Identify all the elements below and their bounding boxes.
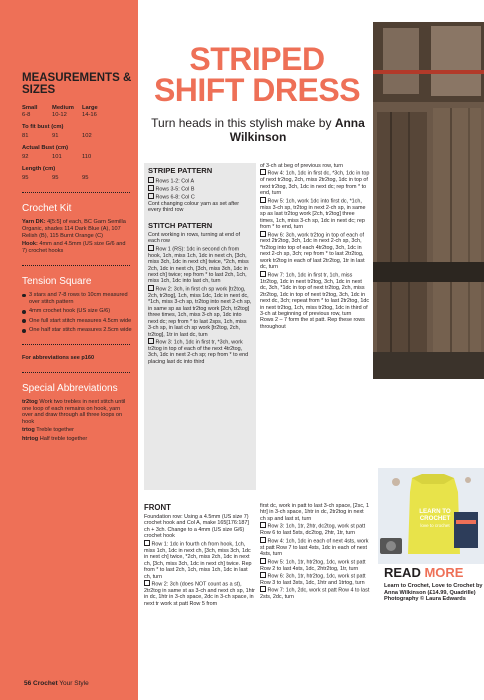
abbreviations-note: For abbreviations see p160	[22, 354, 95, 361]
stripe-row	[148, 185, 252, 193]
front-col-1	[144, 514, 256, 607]
book-subtitle: love to crochet	[420, 523, 450, 528]
value: 92	[22, 154, 29, 160]
stripe-row	[148, 177, 252, 185]
front-row-text: Row 3: 1ch, 1tr, 2htr, dc2tog, work st patt Row 6 to last 5sts, dc2tog, 2htr, 1tr, turn	[260, 523, 366, 537]
dotted-divider	[22, 372, 130, 373]
stitch-row-text: Row 3: 1ch, 1dc in first tr, *3ch, work tr2tog in top of each of the next 4tr2tog, 3ch, 1dc in next 2-ch sp; rep from * to end placing last dc into third	[148, 339, 249, 365]
book-cover-text	[416, 508, 454, 529]
front-cont: first dc, work in patt to last 3-ch space, [2sc, 1 htr] in 3-ch space, 1htr in dc, 2tr2tog in next ch sp and last st, turn	[260, 503, 370, 522]
stripe-row	[148, 193, 252, 201]
hook-text: 4mm and 4.5mm (US size G/6 and 7) crochet hooks	[22, 241, 126, 255]
subtitle-text: Turn heads in this stylish make by	[151, 116, 335, 130]
front-row	[144, 540, 256, 580]
measurements-heading: MEASUREMENTS & SIZES	[22, 72, 132, 96]
front-row	[260, 558, 370, 572]
read-more-body: Learn to Crochet, Love to Crochet by Anna Wilkinson (£14.99, Quadrille) Photography © Laura Edwards	[384, 583, 483, 603]
checkbox-icon	[148, 185, 154, 191]
magazine-name-suffix: Your Style	[57, 680, 89, 687]
checkbox-icon	[260, 197, 266, 203]
dotted-divider	[22, 192, 130, 193]
dress-photo-image	[373, 22, 484, 379]
stitch-row	[260, 231, 370, 271]
front-row	[144, 580, 256, 607]
yarn-text: 4[5:5] of each, BC Garn Semilla Organic, shades 114 Dark Blue (A), 107 Relish (B), 115 Burnt Orange (C)	[22, 219, 126, 239]
size-medium: Medium	[52, 105, 74, 111]
front-row-text: Row 4: 1ch, 1dc in each of next 4sts, work st patt Row 7 to last 4sts, 1dc in each of next 4sts, turn	[260, 538, 369, 558]
page-number: 56	[24, 680, 32, 687]
checkbox-icon	[260, 572, 266, 578]
checkbox-icon	[148, 245, 154, 251]
stitch-row-text: Row 7: 1ch, 1dc in first tr, 1ch, miss 1tr2tog, 1dc in next tr2tog, 3ch, 1dc in next dc, 3ch, *1dc in top of next tr2tog, 2ch, miss 2tr2tog, 1dc in top of next tr2tog, 3ch, 1dc in next dc, 3ch; repeat from * to last 2tr2tog, 1dc in next tr2tog, 1ch, miss tr2tog, 1dc in third of 3-ch at beginning of previous row, turn	[260, 272, 370, 317]
stitch-row-text: Row 1 (RS): 1dc in second ch from hook, 1ch, miss 1ch, 1dc in next ch, [3ch, miss 3ch, 1dc in next ch] twice, *2ch, miss 2ch, 1dc in next ch, [3ch, miss 3ch, 1dc in next ch] twice; rep from * to last 2ch, 1ch, miss 1ch, 1dc into last ch, turn	[148, 246, 249, 285]
abbr-def: Treble together	[34, 427, 74, 434]
page-footer	[24, 680, 89, 687]
bust-label: To fit bust (cm)	[22, 124, 64, 130]
stitch-row	[260, 271, 370, 318]
book-title-line: LEARN TO	[419, 508, 451, 515]
title-line-2: SHIFT DRESS	[153, 72, 361, 108]
abbr-def: Half treble together	[38, 435, 88, 442]
checkbox-icon	[260, 522, 266, 528]
kit-yarn	[22, 219, 132, 239]
value: 101	[52, 154, 62, 160]
dotted-divider	[22, 265, 130, 266]
kit-section	[22, 219, 132, 255]
checkbox-icon	[260, 169, 266, 175]
checkbox-icon	[260, 586, 266, 592]
front-row	[260, 572, 370, 586]
front-row	[260, 586, 370, 600]
read-more-more: MORE	[420, 565, 464, 580]
stripe-row-text: Rows 6-8: Col C	[155, 194, 195, 201]
checkbox-icon	[260, 271, 266, 277]
subtitle-author: Anna Wilkinson	[229, 116, 365, 144]
stripe-pattern-heading: STRIPE PATTERN	[148, 166, 213, 175]
length-label: Length (cm)	[22, 166, 56, 172]
sidebar	[0, 0, 138, 700]
kit-heading: Crochet Kit	[22, 203, 72, 214]
checkbox-icon	[148, 285, 154, 291]
stripe-row-text: Rows 1-2: Col A	[155, 178, 195, 185]
sidebar-content	[22, 72, 132, 445]
front-row-text: Row 6: 3ch, 1tr, htr2tog, 1dc, work st patt Row 3 to last 3sts, 1dc, 1htr and 1trtog, turn	[260, 573, 366, 586]
front-row-text: Row 5: 1ch, 1tr, htr2tog, 1dc, work st patt Row 2 to last 4sts, 1dc, 2htr2tog, 1tr, turn	[260, 559, 366, 572]
checkbox-icon	[260, 537, 266, 543]
front-row	[260, 522, 370, 536]
stitch-row	[148, 338, 252, 365]
checkbox-icon	[144, 580, 150, 586]
actual-bust-values	[22, 154, 132, 161]
value: 91	[52, 133, 59, 139]
stripe-row-text: Rows 3-5: Col B	[155, 186, 195, 193]
stitch-row-text: Row 6: 3ch, work tr2tog in top of each of next 2tr2tog, 3ch, 1dc in next 2-ch sp, 3ch, *tr2tog into top of each 4tr2tog, 3ch, 1dc in next 2-ch sp, 3ch; rep from * to last 2tr2tog, work tr2tog in each of last 2tr2tog, 1tr in last dc, turn	[260, 232, 365, 271]
dress-photo	[373, 22, 484, 379]
stitch-row	[148, 245, 252, 285]
special-abbreviations	[22, 399, 132, 443]
stitch-row	[260, 197, 370, 231]
abbr-item	[22, 399, 132, 425]
front-heading: FRONT	[144, 503, 171, 512]
checkbox-icon	[260, 231, 266, 237]
front-row	[260, 537, 370, 558]
book-title-line: CROCHET	[419, 515, 451, 522]
bust-values	[22, 133, 132, 140]
tension-heading: Tension Square	[22, 275, 92, 287]
front-col-2	[260, 503, 370, 601]
value: 95	[82, 175, 89, 181]
checkbox-icon	[260, 558, 266, 564]
stitch-row	[260, 169, 370, 196]
stitch-pattern-heading: STITCH PATTERN	[148, 220, 213, 230]
read-more-heading	[384, 566, 484, 580]
read-more	[384, 566, 484, 603]
front-row-text: Row 1: 1dc in fourth ch from hook, 1ch, miss 1ch, 1dc in next ch, [3ch, miss 3ch, 1dc in next ch] twice, *2ch, miss 2ch, 1dc in next ch, [3ch, miss 3ch, 1dc in next ch] twice. Rep from * to last 2ch, 1ch, miss 1ch, 1dc in last ch, turn	[144, 541, 252, 580]
book-promo-image	[378, 468, 484, 564]
checkbox-icon	[148, 177, 154, 183]
abbr-def: Work two trebles in next stitch until one loop of each remains on hook, yarn over and draw through all three loops on hook	[22, 398, 126, 425]
abbr-term: tr2tog	[22, 398, 38, 405]
size-large: Large	[82, 105, 98, 111]
dotted-divider	[22, 344, 130, 345]
magazine-name: Crochet	[33, 680, 58, 687]
value: 95	[52, 175, 59, 181]
checkbox-icon	[144, 540, 150, 546]
value: 95	[22, 175, 29, 181]
yarn-label: Yarn DK:	[22, 219, 46, 225]
stitch-intro: Cont working in rows, turning at end of each row	[148, 231, 240, 245]
size-names	[22, 105, 132, 112]
checkbox-icon	[148, 338, 154, 344]
size-small: Small	[22, 105, 38, 111]
page-title	[146, 41, 368, 108]
stitch-row-text: Row 2: 3ch, in first ch sp work [tr2tog, 2ch, tr2tog], 1ch, miss 1dc, 1dc in next dc, *1ch, miss 3-ch sp, tr2tog into next 2-ch sp, in same sp as last tr2tog work [2ch, tr2tog] three times, 1ch, miss 3-ch sp, 1dc into next dc; rep from * to last 2sps, 1ch, miss 3-ch sp, in last ch sp work [tr2tog, 2ch, tr2tog], 1tr in last dc, turn	[148, 286, 252, 338]
pattern-box	[144, 163, 256, 490]
stripe-note: Cont changing colour yarn as set after every third row	[148, 200, 240, 214]
front-intro: Foundation row: Using a 4.5mm (US size 7) crochet hook and Col A, make 165[176:187] ch + 3ch. Change to a 4mm (US size G/6) crochet hook	[144, 514, 249, 540]
tension-bullet: One full start stitch measures 4.5cm wide	[22, 318, 132, 325]
hook-label: Hook:	[22, 241, 38, 248]
abbr-item	[22, 436, 132, 443]
value: 102	[82, 133, 92, 139]
stitch-end: Rows 2 – 7 form the st patt. Rep these rows throughout	[260, 317, 365, 330]
stitch-cont: of 3-ch at beg of previous row, turn	[260, 163, 344, 169]
checkbox-icon	[148, 193, 154, 199]
size-small-num: 6-8	[22, 112, 31, 118]
size-medium-num: 10-12	[52, 112, 67, 118]
length-values	[22, 175, 132, 182]
tension-bullet: 4mm crochet hook (US size G/6)	[22, 308, 132, 315]
stitch-row-text: Row 5: 1ch, work 1dc into first dc, *1ch, miss 3-ch sp, tr2tog in next 2-ch sp, in same sp as last tr2tog work [2ch, tr2tog] three times, 1ch, miss 3-ch sp, 1dc in next dc; rep from * to end, turn	[260, 198, 366, 231]
read-more-read: READ	[384, 565, 421, 580]
tension-bullet: 3 stars and 7-8 rows to 10cm measured over stitch pattern	[22, 292, 132, 305]
size-large-num: 14-16	[82, 112, 97, 118]
special-abbreviations-heading: Special Abbreviations	[22, 382, 118, 394]
stitch-row	[148, 285, 252, 338]
stitch-pattern-continued	[260, 163, 370, 330]
abbr-term: trtog	[22, 427, 35, 434]
value: 110	[82, 154, 92, 160]
abbr-item	[22, 427, 132, 434]
kit-hook	[22, 241, 132, 255]
value: 81	[22, 133, 29, 139]
actual-bust-label: Actual Bust (cm)	[22, 145, 69, 151]
stitch-row-text: Row 4: 1ch, 1dc in first dc, *3ch, 1dc in top of next tr2tog, 2ch, miss 2tr2tog, 1dc in top of next tr2tog, 3ch, 1dc in next dc; rep from * to end, turn	[260, 170, 370, 197]
title-line-1: STRIPED	[189, 41, 325, 77]
front-row-text: Row 2: 3ch (does NOT count as a st), 2tr2tog in same st as 3-ch and next ch sp, 1htr in dc, 1htr in 3-ch space, 2dc in 3-ch space, in next tr work st patt Row 5 from	[144, 581, 255, 607]
size-numbers	[22, 112, 132, 119]
tension-bullet: One half star stitch measures 2.5cm wide	[22, 327, 132, 334]
front-row-text: Row 7: 1ch, 2dc, work st patt Row 4 to last 2sts, 2dc, turn	[260, 587, 370, 601]
abbr-term: htrtog	[22, 435, 39, 442]
pattern-box-content	[144, 166, 256, 365]
subtitle	[150, 116, 366, 144]
